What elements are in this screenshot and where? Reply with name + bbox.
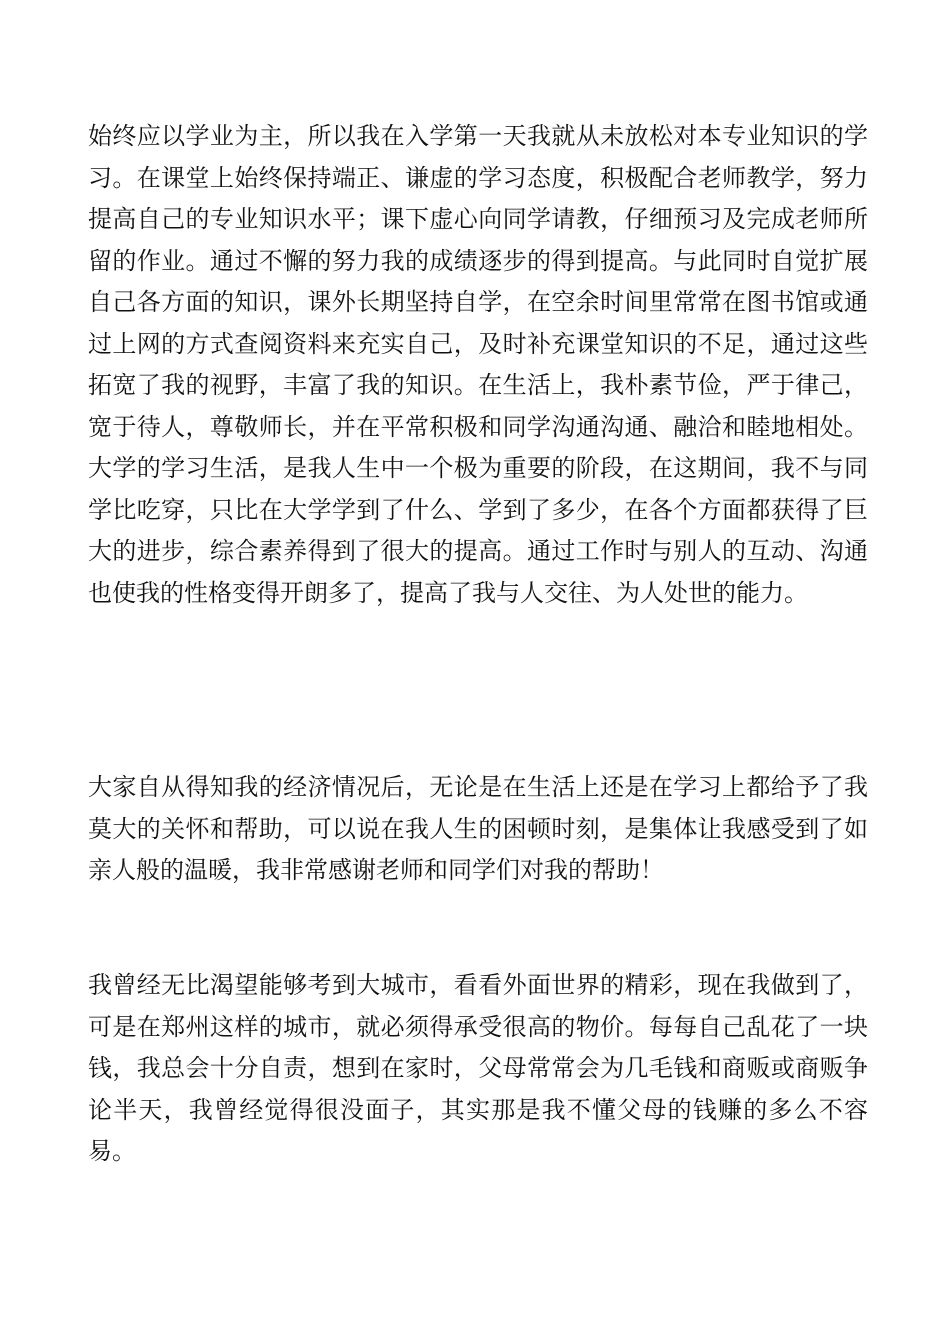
paragraph-gratitude: 大家自从得知我的经济情况后，无论是在生活上还是在学习上都给予了我莫大的关怀和帮助，可以说在我人生的困顿时刻，是集体让我感受到了如亲人般的温暖，我非常感谢老师和同学们对我的帮助！ [88,773,868,884]
paragraph-studies-and-life: 始终应以学业为主，所以我在入学第一天我就从未放松对本专业知识的学习。在课堂上始终保持端正、谦虚的学习态度，积极配合老师教学，努力提高自己的专业知识水平；课下虚心向同学请教，仔细预习及完成老师所留的作业。通过不懈的努力我的成绩逐步的得到提高。与此同时自觉扩展自己各方面的知识，课外长期坚持自学，在空余时间里常常在图书馆或通过上网的方式查阅资料来充实自己，及时补充课堂知识的不足，通过这些拓宽了我的视野，丰富了我的知识。在生活上，我朴素节俭，严于律己，宽于待人，尊敬师长，并在平常积极和同学沟通沟通、融洽和睦地相处。大学的学习生活，是我人生中一个极为重要的阶段，在这期间，我不与同学比吃穿，只比在大学学到了什么、学到了多少，在各个方面都获得了巨大的进步，综合素养得到了很大的提高。通过工作时与别人的互动、沟通也使我的性格变得开朗多了，提高了我与人交往、为人处世的能力。 [88,122,868,607]
paragraph-city-and-parents: 我曾经无比渴望能够考到大城市，看看外面世界的精彩，现在我做到了，可是在郑州这样的城市，就必须得承受很高的物价。每每自己乱花了一块钱，我总会十分自责，想到在家时，父母常常会为几毛钱和商贩或商贩争论半天，我曾经觉得很没面子，其实那是我不懂父母的钱赚的多么不容易。 [88,971,868,1165]
